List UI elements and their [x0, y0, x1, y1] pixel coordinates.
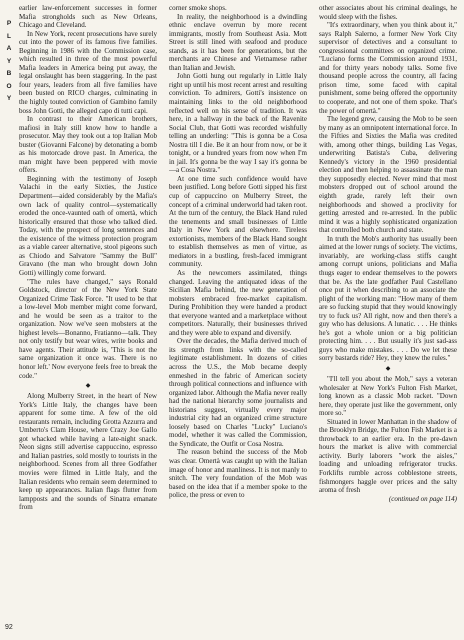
- paragraph: Beginning with the testimony of Joseph Valachi in the early Sixties, the Justice Department—aided considerably by the Mafia's own lack of quality control—systematically eroded the once-vaunted oath of omertà, which historically ensured that those who talked died. Today, with the prospect of long sentences and the existence of the witness protection program as a viable career alternative, stool pigeons such as Chiodo and Salvatore "Sammy the Bull" Gravano (the man who brought down John Gotti) willingly come forward.: [19, 174, 157, 277]
- paragraph: "I'll tell you about the Mob," says a veteran wholesaler at New York's Fulton Fish Market, long known as a classic Mob racket. "Down here, they operate just like the government, only more so.": [319, 374, 457, 418]
- paragraph: At one time such confidence would have been justified. Long before Gotti sipped his first cup of cappuccino on Mulberry Street, the concept of a criminal underworld had taken root. At the turn of the century, the Black Hand ruled the tenements and small businesses of Little Italy in New York and elsewhere. Tireless extortionists, members of the Black Hand sought to establish themselves as men of virtue, as mediators in a bustling, fresh-faced immigrant community.: [169, 174, 307, 269]
- paragraph: In truth the Mob's authority has usually been aimed at the lower rungs of society. The victims, invariably, are working-class stiffs caught among corrupt unions, politicians and Mafia thugs eager to endear themselves to the powers that be. As the late godfather Paul Castellano once put it when describing to an associate the plight of the working man: "How many of them are so fucking stupid that they would knowingly try to fuck us? All right, now and then there's a guy who has delusions. A lunatic. . . . He thinks he's got a whole union or a big politician protecting him. . . . But usually it's just sad-ass guys who make mistakes. . . . Do we let these sorry bastards ride? Hey, they knew the rules.": [319, 234, 457, 363]
- paragraph: earlier law-enforcement successes in former Mafia strongholds such as New Orleans, Chicago and Cleveland.: [19, 4, 157, 30]
- section-divider-diamond-icon: ◆: [385, 365, 391, 372]
- section-divider-diamond-icon: ◆: [85, 383, 91, 390]
- paragraph: John Gotti hung out regularly in Little Italy right up until his most recent arrest and resulting conviction. To admirers, Gotti's insistence on maintaining links to the old neighborhood reflected well on his sense of tradition. It was here, in a hallway in the back of the Ravenite Social Club, that Gotti was recorded wishfully telling an underling: "This is gonna be a Cosa Nostra till I die. Be it an hour from now, or be it tonight, or a hundred years from now when I'm in jail. It's gonna be the way I say it's gonna be—a Cosa Nostra.": [169, 72, 307, 175]
- page-number: 92: [5, 624, 13, 631]
- paragraph: Along Mulberry Street, in the heart of New York's Little Italy, the changes have been apparent for some time. A few of the old restaurants remain, including Grotta Azzurra and Umberto's Clam House, where Crazy Joe Gallo got whacked while having a late-night snack. Neon signs still advertise cappuccino, espresso and Italian pastries, sold mostly to tourists in the neighborhood. Scenes from all three Godfather movies were filmed in Little Italy, and the Italian residents who remain seem determined to keep up appearances. Italian flags flutter from lampposts and the sounds of Sinatra emanate from: [19, 392, 157, 512]
- paragraph: Over the decades, the Mafia derived much of its strength from links with the so-called legitimate establishment. In dozens of cities across the U.S., the Mob became deeply enmeshed in the fabric of American society through political connections and influence with organized labor. Although the Mafia never really had the national hierarchy some journalists and historians suggest, virtually every major industrial city had an organized crime structure loosely based on Charles "Lucky" Luciano's model, whether it was called the Commission, the Syndicate, the Outfit or Cosa Nostra.: [169, 337, 307, 448]
- magazine-letter: Y: [6, 95, 12, 102]
- paragraph: In New York, recent prosecutions have surely cut into the power of its famous five families. Beginning in 1986 with the Commission case, which resulted in three of the most powerful Mafia leaders in America being put away, the legal onslaught has been staggering. In the past four years, leaders from all five families have been busted on RICO charges, culminating in the highly touted conviction of Gambino family boss John Gotti, the alleged capo di tutti capi.: [19, 29, 157, 115]
- paragraph: other associates about his criminal dealings, he would sleep with the fishes.: [319, 4, 457, 21]
- article-body: [19, 4, 457, 628]
- paragraph: The reason behind the success of the Mob was clear. Omertà was caught up with the Italian image of honor and manliness. It is not manly to snitch. The very foundation of the Mob was based on the idea that if a member spoke to the police, the press or even to: [169, 448, 307, 500]
- magazine-letter: L: [7, 32, 11, 40]
- magazine-letter: B: [6, 70, 12, 77]
- paragraph: In contrast to their American brothers, mafiosi in Italy still know how to handle a prosecutor. May they took out a top Italian Mob buster (Giovanni Falcone) by detonating a bomb as his motorcade drove past. In America, the man might have been peppered with movie offers.: [19, 115, 157, 175]
- magazine-letter: Y: [6, 57, 12, 65]
- paragraph: "The rules have changed," says Ronald Goldstock, director of the New York State Organized Crime Task Force. "It used to be that a low-level Mob member might come forward, and he would be seen as a traitor to the organization. Now we've seen mobsters at the highest levels—Bonanno, Fratianno—talk. They not only testify but wear wires, write books and have agents. Their attitude is, 'This is not the same organization it once was. There is no honor left.' Now everyone feels free to break the code.": [19, 277, 157, 380]
- paragraph: corner smoke shops.: [169, 4, 227, 12]
- paragraph: The legend grew, causing the Mob to be seen by many as an omnipotent international force. In the Fifties and Sixties the Mafia was credited with, among other things, building Las Vegas, underwriting Batista's Cuba, delivering Kennedy's victory in the 1960 presidential election and then helping to assassinate the man they supposedly elected. Never mind that most mobsters dropped out of school around the eighth grade, rarely left their own neighborhoods and showed a proclivity for getting arrested and re-arrested. In the public mind it was a highly sophisticated organization that controlled both church and state.: [319, 115, 457, 235]
- paragraph: Situated in lower Manhattan in the shadow of the Brooklyn Bridge, the Fulton Fish Market is a throwback to an earlier era. In the pre-dawn hours the market is alive with commercial activity. Burly laborers "work the aisles," loading and unloading refrigerator trucks. Forklifts rumble across cobblestone streets, fishmongers haggle over prices and the salty aroma of fresh: [319, 417, 457, 495]
- magazine-letter: P: [6, 20, 12, 27]
- paragraph: As the newcomers assimilated, things changed. Leaving the antiquated ideas of the Sicilian Mafia behind, the new generation of mobsters embraced free-market capitalism. During Prohibition they were handed a product that everyone wanted and a marketplace without competitors. Naturally, their businesses thrived and they were able to expand and diversify.: [169, 268, 307, 337]
- continued-note: (continued on page 114): [388, 494, 457, 503]
- magazine-letter: O: [6, 82, 12, 90]
- paragraph: In reality, the neighborhood is a dwindling ethnic enclave overrun by more recent immigrants, mostly from Southeast Asia. Mott Street is still lined with seafood and produce stands, as it has been for generations, but the merchants are Chinese and Vietnamese rather than Italian and Jewish.: [169, 12, 307, 72]
- text-column-3: [319, 4, 457, 628]
- magazine-letter: A: [6, 45, 12, 52]
- text-column-1: [19, 4, 157, 628]
- text-column-2: [169, 4, 307, 628]
- paragraph: "It's extraordinary, when you think about it," says Ralph Salerno, a former New York City supervisor of detectives and a consultant to congressional committees on organized crime. "Luciano forms the Commission around 1931, and for thirty years nobody talks. Some five thousand people across the country, all facing prison time, some faced with capital punishment, some being offered the opportunity to cooperate, and not one of them spoke. That's the power of omertà.": [319, 21, 457, 115]
- magazine-name-vertical: [4, 18, 14, 106]
